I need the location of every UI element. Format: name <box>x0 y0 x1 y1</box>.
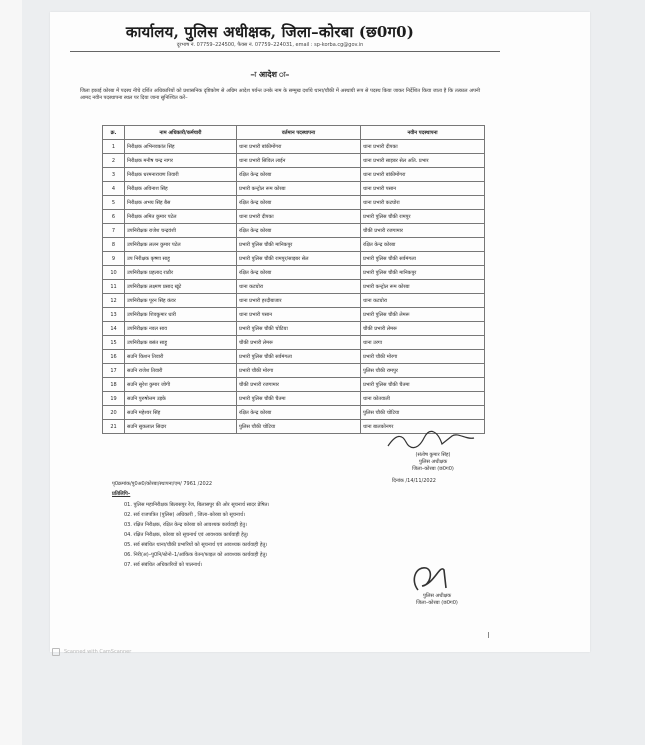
contact-line: दूरभाष नं. 07759–224500, फैक्स नं. 07759–224031, email : sp-korba.cg@gov.in <box>176 42 364 48</box>
camscanner-icon <box>52 648 60 656</box>
signature-1 <box>380 430 480 452</box>
row-current-posting: थाना प्रभारी पसान <box>237 308 361 322</box>
signatory-name: (संतोष कुमार सिंह) <box>415 452 451 458</box>
row-officer-name: निरीक्षक अमित कुमार पटेल <box>125 210 237 224</box>
signatory-block <box>388 452 478 473</box>
table-body <box>103 140 485 434</box>
signature-2 <box>404 560 454 596</box>
col-header-name: नाम अधिकारी/कर्मचारी <box>125 126 237 140</box>
row-current-posting: प्रभारी पुलिस चौकी चैतमा <box>237 392 361 406</box>
row-sn: 14 <box>103 322 125 336</box>
row-new-posting: प्रभारी पुलिस चौकी लेमरू <box>361 308 485 322</box>
row-new-posting: थाना प्रभारी दीपका <box>361 140 485 154</box>
row-current-posting: प्रभारी चौकी मोरगा <box>237 364 361 378</box>
row-officer-name: निरीक्षक अभिनवकांत सिंह <box>125 140 237 154</box>
row-officer-name: उपनिरीक्षक नवल साव <box>125 322 237 336</box>
left-margin <box>0 0 22 745</box>
row-new-posting: रक्षित केन्द्र कोरबा <box>361 238 485 252</box>
row-new-posting: प्रभारी पुलिस चौकी सर्वमंगला <box>361 252 485 266</box>
row-officer-name: उपनिरीक्षक प्रहलाद राठौर <box>125 266 237 280</box>
row-officer-name: सउनि पुरुषोत्तम उइके <box>125 392 237 406</box>
row-current-posting: रक्षित केन्द्र कोरबा <box>237 168 361 182</box>
row-current-posting: थाना प्रभारी सिविल लाईन <box>237 154 361 168</box>
row-sn: 12 <box>103 294 125 308</box>
row-officer-name: उपनिरीक्षक ललन कुमार पटेल <box>125 238 237 252</box>
row-current-posting: चौकी प्रभारी रजगामार <box>237 378 361 392</box>
row-sn: 10 <box>103 266 125 280</box>
signatory2-district: जिला–कोरबा (छ0ग0) <box>416 600 458 606</box>
memo-date: दिनांक /14/11/2022 <box>392 478 436 484</box>
row-sn: 20 <box>103 406 125 420</box>
row-new-posting: थाना बालकोनगर <box>361 420 485 434</box>
row-new-posting: प्रभारी पुलिस चौकी चैतमा <box>361 378 485 392</box>
row-sn: 2 <box>103 154 125 168</box>
row-sn: 11 <box>103 280 125 294</box>
row-new-posting: पुलिस चौकी चोटिया <box>361 406 485 420</box>
copy-item: 02. सर्व राजपत्रित (पुलिस) अधिकारी , जिला–कोरबा को सूचनार्थ। <box>124 512 246 518</box>
intro-paragraph: जिला इकाई कोरबा में पदस्थ नीचे दर्शित अधिकारियों को प्रशासनिक दृष्टिकोण से अग्रिम आदेश पर्यन्त उनके नाम के सम्मुख दर्शाये थाना/चौकी में अस्थायी रूप से पदस्थ किया जाकर निर्देशित किया जाता है कि तत्काल अपनी आमद नवीन पदस्थापना स्थल पर दिया जाना सुनिश्चित करें– <box>80 88 480 101</box>
row-officer-name: सउनि किशन तिवारी <box>125 350 237 364</box>
table-row <box>103 238 485 252</box>
row-sn: 4 <box>103 182 125 196</box>
row-new-posting: प्रभारी पुलिस चौकी रामपुर <box>361 210 485 224</box>
table-row <box>103 224 485 238</box>
copy-item: 06. निरी(अ)–पु0नि/स्टेनो–1/आंकिक वेतन/फाइल को आवश्यक कार्यवाही हेतु। <box>124 552 268 558</box>
table-row <box>103 378 485 392</box>
row-current-posting: प्रभारी कन्ट्रोल रूम कोरबा <box>237 182 361 196</box>
row-sn: 1 <box>103 140 125 154</box>
row-current-posting: पुलिस चौकी चोटिया <box>237 420 361 434</box>
row-new-posting: थाना प्रभारी बांकीमोंगरा <box>361 168 485 182</box>
copy-item: 07. सर्व संबंधित अधिकारियों को पालनार्थ। <box>124 562 203 568</box>
memo-reference: पृ0क्रमांक/पु0अ0/कोरबा/स्थापना/एम/ 7961 /2022 <box>112 481 213 487</box>
row-current-posting: रक्षित केन्द्र कोरबा <box>237 266 361 280</box>
row-officer-name: निरीक्षक धरमनारायण तिवारी <box>125 168 237 182</box>
row-new-posting: प्रभारी पुलिस चौकी मानिकपुर <box>361 266 485 280</box>
copy-list <box>124 500 424 570</box>
row-sn: 5 <box>103 196 125 210</box>
row-officer-name: निरीक्षक अविनाश सिंह <box>125 182 237 196</box>
row-officer-name: उपनिरीक्षक बसंत साहू <box>125 336 237 350</box>
table-row <box>103 350 485 364</box>
copy-item: 05. सर्व संबंधित थाना/चौकी प्रभारियों को सूचनार्थ एवं आवश्यक कार्यवाही हेतु। <box>124 542 268 548</box>
row-officer-name: सउनि राजेश तिवारी <box>125 364 237 378</box>
col-header-sn: क्र. <box>103 126 125 140</box>
row-officer-name: सउनि सुरेश कुमार जोगी <box>125 378 237 392</box>
row-officer-name: सउनि सुकलाल सिदार <box>125 420 237 434</box>
row-current-posting: रक्षित केन्द्र कोरबा <box>237 224 361 238</box>
row-sn: 15 <box>103 336 125 350</box>
row-sn: 8 <box>103 238 125 252</box>
row-officer-name: उपनिरीक्षक राजेश चन्द्रवंशी <box>125 224 237 238</box>
table-row <box>103 182 485 196</box>
row-new-posting: थाना प्रभारी साइबर सेल अति. प्रभार <box>361 154 485 168</box>
row-officer-name: उपनिरीक्षक पूरन सिंह कंवर <box>125 294 237 308</box>
row-sn: 19 <box>103 392 125 406</box>
copy-item: 01. पुलिस महानिरीक्षक बिलासपुर रेंज, बिलासपुर की ओर सूचनार्थ सादर प्रेषित। <box>124 502 270 508</box>
table-row <box>103 140 485 154</box>
row-new-posting: प्रभारी कन्ट्रोल रूम कोरबा <box>361 280 485 294</box>
row-officer-name: उपनिरीक्षक लक्ष्मण प्रसाद खूंटे <box>125 280 237 294</box>
row-current-posting: प्रभारी पुलिस चौकी सर्वमंगला <box>237 350 361 364</box>
row-current-posting: थाना प्रभारी बांकीमोंगरा <box>237 140 361 154</box>
margin-mark <box>488 632 489 638</box>
table-row <box>103 266 485 280</box>
table-row <box>103 294 485 308</box>
row-current-posting: प्रभारी पुलिस चौकी चोटिया <box>237 322 361 336</box>
row-new-posting: थाना प्रभारी पसान <box>361 182 485 196</box>
row-sn: 9 <box>103 252 125 266</box>
row-new-posting: थाना प्रभारी कटघोरा <box>361 196 485 210</box>
transfer-table <box>102 125 485 434</box>
row-sn: 18 <box>103 378 125 392</box>
row-current-posting: थाना प्रभारी हरदीबाजार <box>237 294 361 308</box>
table-row <box>103 280 485 294</box>
table-row <box>103 154 485 168</box>
table-row <box>103 168 485 182</box>
table-row <box>103 322 485 336</box>
camscanner-watermark <box>52 648 131 656</box>
col-header-new: नवीन पदस्थापना <box>361 126 485 140</box>
row-sn: 6 <box>103 210 125 224</box>
copy-item: 03. रक्षित निरीक्षक, रक्षित केन्द्र कोरबा को आवश्यक कार्यवाही हेतु। <box>124 522 247 528</box>
row-officer-name: उपनिरीक्षक शिवकुमार धारी <box>125 308 237 322</box>
table-row <box>103 196 485 210</box>
table-row <box>103 392 485 406</box>
row-current-posting: प्रभारी पुलिस चौकी मानिकपुर <box>237 238 361 252</box>
row-current-posting: थाना प्रभारी दीपका <box>237 210 361 224</box>
signatory-district: जिला–कोरबा (छ0ग0) <box>412 466 454 472</box>
order-title: –ः आदेश ः– <box>250 70 290 79</box>
signatory2-designation: पुलिस अधीक्षक <box>422 593 452 599</box>
office-heading: कार्यालय, पुलिस अधीक्षक, जिला–कोरबा (छ0ग0) <box>125 23 415 41</box>
row-officer-name: सउनि महेश्वर सिंह <box>125 406 237 420</box>
table-header-row <box>103 126 485 140</box>
row-sn: 21 <box>103 420 125 434</box>
col-header-current: वर्तमान पदस्थापना <box>237 126 361 140</box>
signatory-designation: पुलिस अधीक्षक <box>418 459 448 465</box>
table-row <box>103 406 485 420</box>
table-row <box>103 308 485 322</box>
copy-item: 04. रक्षित निरीक्षक, कोरबा को सूचनार्थ एवं आवश्यक कार्यवाही हेतु। <box>124 532 249 538</box>
row-current-posting: प्रभारी पुलिस चौकी रामपुर/साइबर सेल <box>237 252 361 266</box>
row-sn: 16 <box>103 350 125 364</box>
row-officer-name: उप निरीक्षक कृष्णा साहू <box>125 252 237 266</box>
row-new-posting: चौकी प्रभारी लेमरू <box>361 322 485 336</box>
table-row <box>103 336 485 350</box>
table-row <box>103 364 485 378</box>
row-new-posting: थाना कोतवाली <box>361 392 485 406</box>
watermark-text: Scanned with CamScanner <box>64 649 132 655</box>
row-new-posting: पुलिस चौकी रामपुर <box>361 364 485 378</box>
row-current-posting: थाना कटघोरा <box>237 280 361 294</box>
row-new-posting: प्रभारी चौकी मोरगा <box>361 350 485 364</box>
row-current-posting: रक्षित केन्द्र कोरबा <box>237 406 361 420</box>
table-row <box>103 252 485 266</box>
row-new-posting: थाना कटघोरा <box>361 294 485 308</box>
row-officer-name: निरीक्षक अभय सिंह बैस <box>125 196 237 210</box>
row-sn: 3 <box>103 168 125 182</box>
signatory-block-2 <box>392 593 482 607</box>
row-officer-name: निरीक्षक मनीष चन्द्र नागर <box>125 154 237 168</box>
header-divider <box>70 51 500 52</box>
row-sn: 7 <box>103 224 125 238</box>
row-current-posting: रक्षित केन्द्र कोरबा <box>237 196 361 210</box>
row-current-posting: चौकी प्रभारी लेमरू <box>237 336 361 350</box>
row-new-posting: थाना उरगा <box>361 336 485 350</box>
copy-heading: प्रतिलिपि– <box>112 491 131 497</box>
row-new-posting: चौकी प्रभारी रजगामार <box>361 224 485 238</box>
table-row <box>103 210 485 224</box>
row-sn: 17 <box>103 364 125 378</box>
row-sn: 13 <box>103 308 125 322</box>
